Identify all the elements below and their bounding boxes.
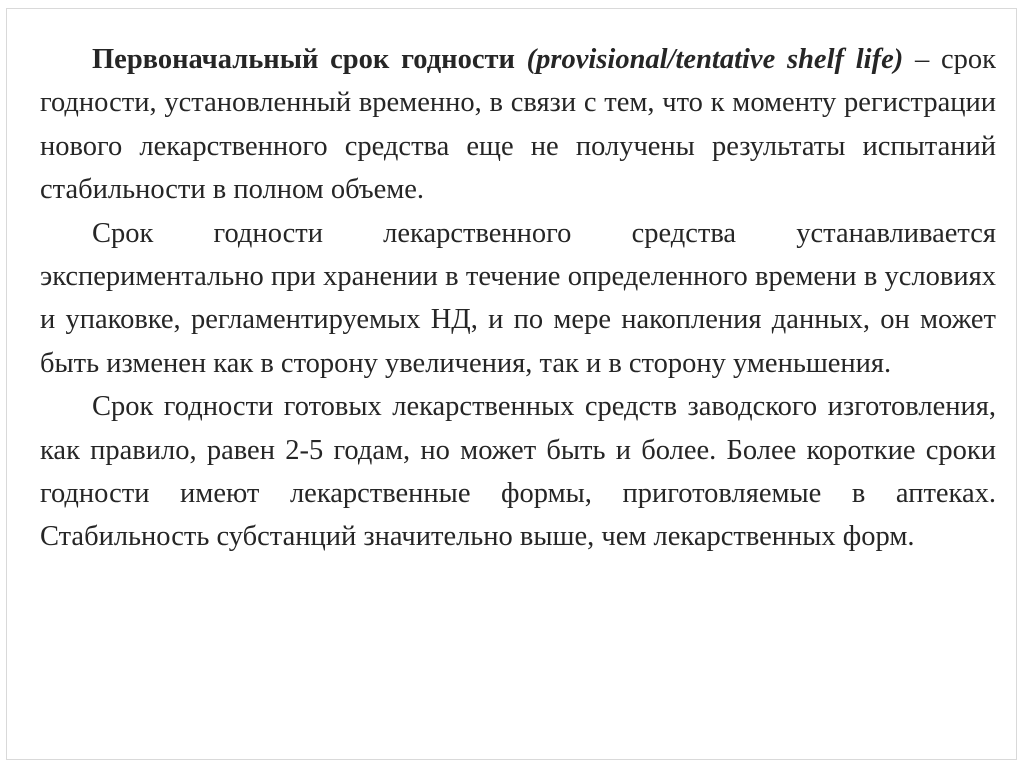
defined-term-english: (provisional/tentative shelf life)	[526, 44, 904, 75]
paragraph-definition	[40, 38, 996, 212]
defined-term: Первоначальный срок годности	[92, 44, 515, 75]
paragraph-shelf-life-duration: Срок годности готовых лекарственных средств заводского изготовления, как правило, равен 2-5 годам, но может быть и более. Более короткие сроки годности имеют лекарственные формы, приготовляемые в аптеках. Стабильность субстанций значительно выше, чем лекарственных форм.	[40, 391, 996, 553]
slide-body	[40, 38, 996, 559]
paragraph-shelf-life-determination: Срок годности лекарственного средства устанавливается экспериментально при хранении в течение определенного времени в условиях и упаковке, регламентируемых НД, и по мере накопления данных, он может быть изменен как в сторону увеличения, так и в сторону уменьшения.	[40, 217, 996, 379]
definition-text: – срок годности, установленный временно, в связи с тем, что к моменту регистрации нового лекарственного средства еще не получены результаты испытаний стабильности в полном объеме.	[40, 44, 996, 206]
